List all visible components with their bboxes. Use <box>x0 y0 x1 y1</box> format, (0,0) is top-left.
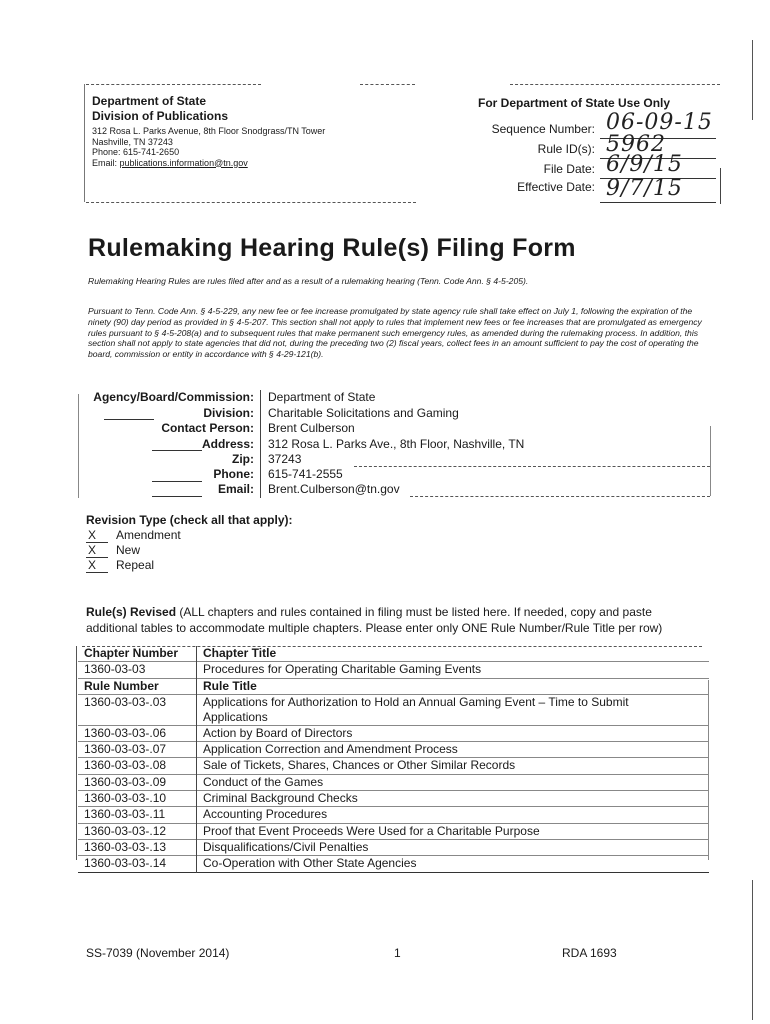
department-block <box>92 94 228 124</box>
agency-rule-6 <box>354 466 710 467</box>
agency-rule-4 <box>152 496 202 497</box>
phone-label: Phone: <box>213 467 254 481</box>
footer-form-id: SS-7039 (November 2014) <box>86 946 230 960</box>
file-date-label: File Date: <box>543 162 595 176</box>
department-phone: Phone: 615-741-2650 <box>92 147 180 157</box>
amendment-checkbox[interactable]: X <box>86 528 108 543</box>
address-value[interactable]: 312 Rosa L. Parks Ave., 8th Floor, Nashville, TN <box>268 437 525 451</box>
agency-rule-1 <box>104 419 154 420</box>
rule-number[interactable]: 1360-03-03-.08 <box>78 758 197 774</box>
division-value[interactable]: Charitable Solicitations and Gaming <box>268 406 459 420</box>
rule-number[interactable]: 1360-03-03-.03 <box>78 694 197 725</box>
effective-date-value: 9/7/15 <box>606 176 683 201</box>
footer-rda: RDA 1693 <box>562 946 617 960</box>
rules-revised-heading-bold: Rule(s) Revised <box>86 605 177 619</box>
header-border-left <box>84 84 85 202</box>
rule-title[interactable]: Applications for Authorization to Hold an Annual Gaming Event – Time to Submit Applications <box>203 694 629 724</box>
repeal-label: Repeal <box>116 558 155 572</box>
new-checkbox[interactable]: X <box>86 543 108 558</box>
scan-edge-mark-bottom <box>752 880 753 1020</box>
sequence-number-label: Sequence Number: <box>491 122 595 136</box>
table-row <box>78 823 709 839</box>
chapter-title[interactable]: Procedures for Operating Charitable Gaming Events <box>203 662 482 677</box>
contact-person-value[interactable]: Brent Culberson <box>268 421 355 435</box>
pursuant-paragraph: Pursuant to Tenn. Code Ann. § 4-5-229, any new fee or fee increase promulgated by state agency rule shall take effect on July 1, following the expiration of the ninety (90) day period as provided in § 4-5-207. This section shall not apply to rules that implement new fees or fee increases that are promulgated as emergency rules pursuant to § 4-5-208(a) and to subsequent rules that make permanent such emergency rules, as amended during the rulemaking process. In addition, this section shall not apply to state agencies that did not, during the preceding two (2) fiscal years, collect fees in an amount sufficient to pay the cost of operating the board, commission or entity in accordance with § 4-29-121(b). <box>88 306 702 360</box>
revision-repeal[interactable] <box>86 558 154 573</box>
department-city: Nashville, TN 37243 <box>92 136 173 147</box>
rules-revised-heading-rest: (ALL chapters and rules contained in filing must be listed here. If needed, copy and paste additional tables to accommodate multiple chapters. Please enter only ONE Rule Number/Rule Title per row) <box>86 605 663 635</box>
amendment-label: Amendment <box>116 528 181 542</box>
department-email-link[interactable]: publications.information@tn.gov <box>119 157 248 168</box>
rule-title[interactable]: Proof that Event Proceeds Were Used for a Charitable Purpose <box>203 823 540 838</box>
rule-title[interactable]: Criminal Background Checks <box>203 791 358 806</box>
department-email-row: Email: publications.information@tn.gov <box>92 157 248 168</box>
rule-title[interactable]: Conduct of the Games <box>203 774 324 789</box>
rule-number[interactable]: 1360-03-03-.12 <box>78 823 197 839</box>
sequence-number-value: 06-09-15 <box>606 110 713 135</box>
chapter-row <box>78 662 709 678</box>
chapter-header-row <box>78 646 709 662</box>
form-title: Rulemaking Hearing Rule(s) Filing Form <box>88 234 576 262</box>
agency-border-left <box>78 394 79 498</box>
department-contact <box>92 126 325 168</box>
agency-rule-3 <box>152 481 202 482</box>
table-row <box>78 725 709 741</box>
scan-edge-mark-top <box>752 40 753 120</box>
rules-table <box>78 646 709 873</box>
use-only-border-top <box>510 84 720 85</box>
email-value[interactable]: Brent.Culberson@tn.gov <box>268 482 400 496</box>
table-row <box>78 856 709 872</box>
table-row <box>78 791 709 807</box>
rule-number[interactable]: 1360-03-03-.07 <box>78 742 197 758</box>
contact-person-label: Contact Person: <box>161 421 254 435</box>
rules-revised-heading <box>86 604 706 636</box>
table-row <box>78 742 709 758</box>
rule-title[interactable]: Application Correction and Amendment Process <box>203 742 458 757</box>
division-label: Division: <box>203 406 254 420</box>
division-name: Division of Publications <box>92 109 229 123</box>
email-label: Email: <box>217 482 254 496</box>
rule-title[interactable]: Action by Board of Directors <box>203 725 353 740</box>
table-row <box>78 758 709 774</box>
agency-label: Agency/Board/Commission: <box>93 390 254 404</box>
department-name: Department of State <box>92 94 207 108</box>
rule-number[interactable]: 1360-03-03-.09 <box>78 774 197 790</box>
rule-number-header: Rule Number <box>78 678 197 694</box>
department-address: 312 Rosa L. Parks Avenue, 8th Floor Snodgrass/TN Tower <box>92 126 326 136</box>
use-only-border-right <box>720 168 721 204</box>
rule-number[interactable]: 1360-03-03-.13 <box>78 839 197 855</box>
zip-value[interactable]: 37243 <box>268 452 302 466</box>
table-row <box>78 694 709 725</box>
rule-title[interactable]: Disqualifications/Civil Penalties <box>203 839 369 854</box>
phone-value[interactable]: 615-741-2555 <box>268 467 343 481</box>
revision-type-title: Revision Type (check all that apply): <box>86 513 293 527</box>
rule-number[interactable]: 1360-03-03-.11 <box>78 807 197 823</box>
rule-ids-value: 5962 <box>606 132 666 157</box>
rule-title[interactable]: Accounting Procedures <box>203 807 328 822</box>
revision-new[interactable] <box>86 543 140 558</box>
zip-label: Zip: <box>232 452 254 466</box>
header-border-top <box>86 84 261 85</box>
rule-number[interactable]: 1360-03-03-.14 <box>78 856 197 872</box>
repeal-checkbox[interactable]: X <box>86 558 108 573</box>
file-date-value: 6/9/15 <box>606 152 683 177</box>
header-border-top-2 <box>360 84 415 85</box>
new-label: New <box>116 543 141 557</box>
footer-page-number: 1 <box>394 946 401 960</box>
rule-title[interactable]: Co-Operation with Other State Agencies <box>203 856 417 871</box>
use-only-title: For Department of State Use Only <box>478 96 671 110</box>
table-row <box>78 774 709 790</box>
header-border-bottom <box>86 202 416 203</box>
rule-number[interactable]: 1360-03-03-.10 <box>78 791 197 807</box>
rule-ids-label: Rule ID(s): <box>537 142 595 156</box>
table-row <box>78 807 709 823</box>
chapter-title-header: Chapter Title <box>203 646 277 660</box>
agency-rule-2 <box>152 450 202 451</box>
rule-title-header: Rule Title <box>203 678 257 693</box>
address-label: Address: <box>201 437 254 451</box>
rules-table-left <box>76 646 77 860</box>
chapter-number[interactable]: 1360-03-03 <box>78 662 197 678</box>
revision-amendment[interactable] <box>86 528 181 543</box>
agency-divider <box>260 390 261 498</box>
effective-date-label: Effective Date: <box>517 180 595 194</box>
agency-value[interactable]: Department of State <box>268 390 376 404</box>
form-subtitle: Rulemaking Hearing Rules are rules filed after and as a result of a rulemaking hearing (Tenn. Code Ann. § 4-5-205). <box>88 276 529 286</box>
rule-title[interactable]: Sale of Tickets, Shares, Chances or Other Similar Records <box>203 758 516 773</box>
rule-header-row <box>78 678 709 694</box>
agency-rule-5 <box>410 496 710 497</box>
table-row <box>78 839 709 855</box>
rules-table-right <box>708 680 709 860</box>
rule-number[interactable]: 1360-03-03-.06 <box>78 725 197 741</box>
effective-date-underline <box>600 202 716 203</box>
agency-border-right <box>710 426 711 496</box>
chapter-number-header: Chapter Number <box>78 646 197 662</box>
